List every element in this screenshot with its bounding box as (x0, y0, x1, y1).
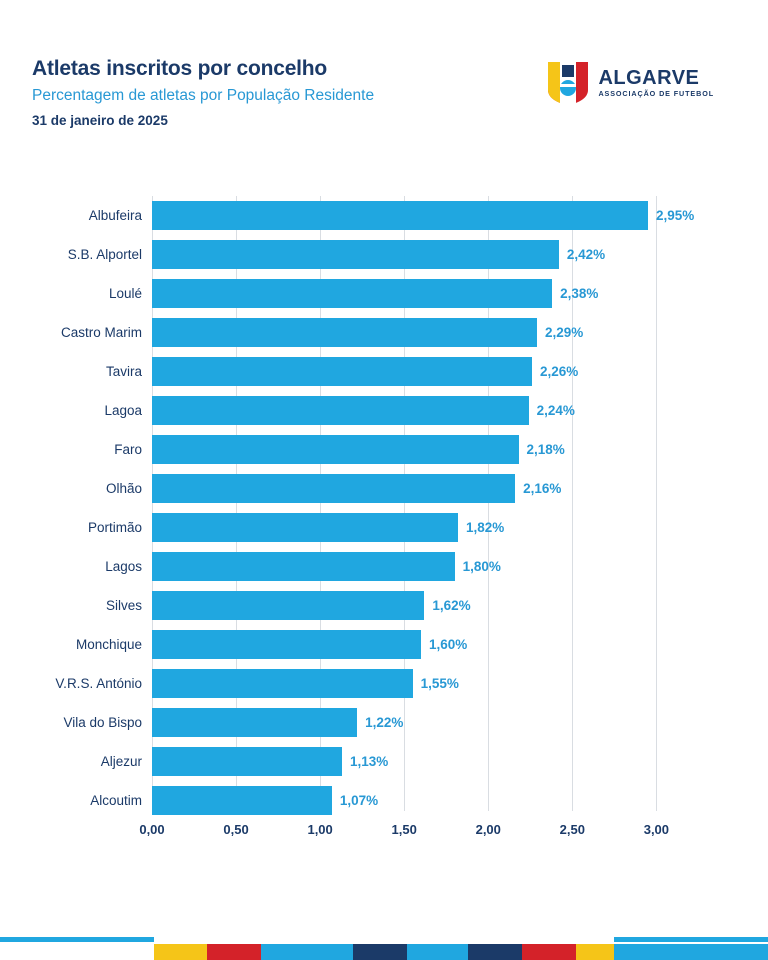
bar-value-label: 2,38% (560, 286, 599, 301)
stripe-yellow (154, 944, 208, 960)
category-label: Monchique (75, 637, 142, 652)
bar-value-label: 2,29% (545, 325, 584, 340)
bar-value-label: 1,07% (339, 793, 379, 808)
bar-row (67, 235, 690, 274)
bar (152, 669, 413, 698)
x-tick-label: 1,50 (391, 822, 417, 837)
bar-row (105, 352, 690, 391)
bar-value-label: 1,80% (462, 559, 501, 574)
bar-row (88, 196, 695, 235)
category-label: Lagoa (104, 403, 142, 418)
bar (152, 435, 519, 464)
bar-rows (55, 196, 695, 811)
header (32, 56, 736, 146)
footer-color-stripes (0, 944, 768, 960)
bar (152, 201, 648, 230)
bar (152, 747, 342, 776)
bar-chart (0, 186, 768, 851)
bar-value-label: 2,26% (539, 364, 579, 379)
logo-name: ALGARVE (598, 67, 700, 90)
bar-value-label: 1,13% (349, 754, 389, 769)
logo-wordmark (598, 68, 714, 97)
bar-row (75, 625, 690, 664)
bar (152, 279, 552, 308)
category-label: Albufeira (88, 208, 142, 223)
category-label: Vila do Bispo (63, 715, 142, 730)
bar-row (105, 547, 690, 586)
bar-row (114, 430, 690, 469)
stripe-red (207, 944, 261, 960)
x-tick-label: 2,00 (475, 822, 501, 837)
algarve-logo (546, 60, 714, 106)
bar-value-label: 1,60% (429, 637, 468, 652)
category-label: V.R.S. António (55, 676, 142, 691)
bar-row (60, 313, 690, 352)
category-label: Silves (105, 598, 142, 613)
bar-row (90, 781, 690, 820)
stripe-yellow-2 (576, 944, 614, 960)
bar-value-label: 2,95% (655, 208, 695, 223)
page-subtitle: Percentagem de atletas por População Residente (32, 87, 375, 104)
category-label: Castro Marim (60, 325, 142, 340)
logo-tagline: ASSOCIAÇÃO DE FUTEBOL (598, 89, 714, 99)
bar-value-label: 1,82% (465, 520, 505, 535)
stripe-blue (0, 937, 154, 942)
category-label: Lagos (105, 559, 142, 574)
stripe-blue-2 (614, 937, 768, 942)
category-label: Tavira (105, 364, 142, 379)
bar-row (55, 664, 690, 703)
stripe-navy (353, 944, 407, 960)
bar (152, 357, 532, 386)
category-label: S.B. Alportel (67, 247, 142, 262)
bar-value-label: 2,24% (536, 403, 575, 418)
bar-row (100, 742, 690, 781)
x-tick-label: 1,00 (307, 822, 333, 837)
x-tick-label: 2,50 (559, 822, 585, 837)
page-date: 31 de janeiro de 2025 (32, 113, 168, 128)
bar (152, 591, 424, 620)
x-axis (139, 822, 690, 846)
x-tick-label: 0,50 (223, 822, 249, 837)
bar (152, 552, 455, 581)
category-label: Portimão (87, 520, 142, 535)
bar (152, 474, 515, 503)
bar-row (87, 508, 690, 547)
bar-row (105, 469, 690, 508)
footer-thin-stripes (0, 937, 768, 942)
footer-ribbon (0, 926, 768, 960)
bar (152, 513, 458, 542)
bar-value-label: 2,18% (526, 442, 565, 457)
bar-value-label: 1,62% (432, 598, 471, 613)
x-tick-label: 0,00 (139, 822, 165, 837)
bar (152, 708, 357, 737)
crest-icon (546, 60, 590, 106)
stripe-cyan-3 (614, 944, 768, 960)
page-title: Atletas inscritos por concelho (32, 57, 328, 80)
bar-value-label: 1,22% (365, 715, 404, 730)
bar-row (104, 391, 690, 430)
bar (152, 240, 559, 269)
bar (152, 396, 529, 425)
bar-value-label: 2,16% (523, 481, 562, 496)
stripe-pad-left (0, 944, 154, 960)
plot-area (55, 196, 695, 811)
stripe-cyan-2 (407, 944, 468, 960)
category-label: Faro (114, 442, 142, 457)
bar-row (63, 703, 690, 742)
category-label: Olhão (105, 481, 142, 496)
bar (152, 318, 537, 347)
category-label: Aljezur (100, 754, 142, 769)
bar-value-label: 1,55% (420, 676, 459, 691)
stripe-red-2 (522, 944, 576, 960)
stripe-white (154, 937, 615, 942)
stripe-navy-2 (468, 944, 522, 960)
bar-row (108, 274, 690, 313)
stripe-cyan (261, 944, 353, 960)
category-label: Loulé (108, 286, 142, 301)
bar-value-label: 2,42% (566, 247, 606, 262)
bar (152, 786, 332, 815)
x-tick-label: 3,00 (643, 822, 670, 837)
bar (152, 630, 421, 659)
category-label: Alcoutim (90, 793, 142, 808)
bar-row (105, 586, 690, 625)
